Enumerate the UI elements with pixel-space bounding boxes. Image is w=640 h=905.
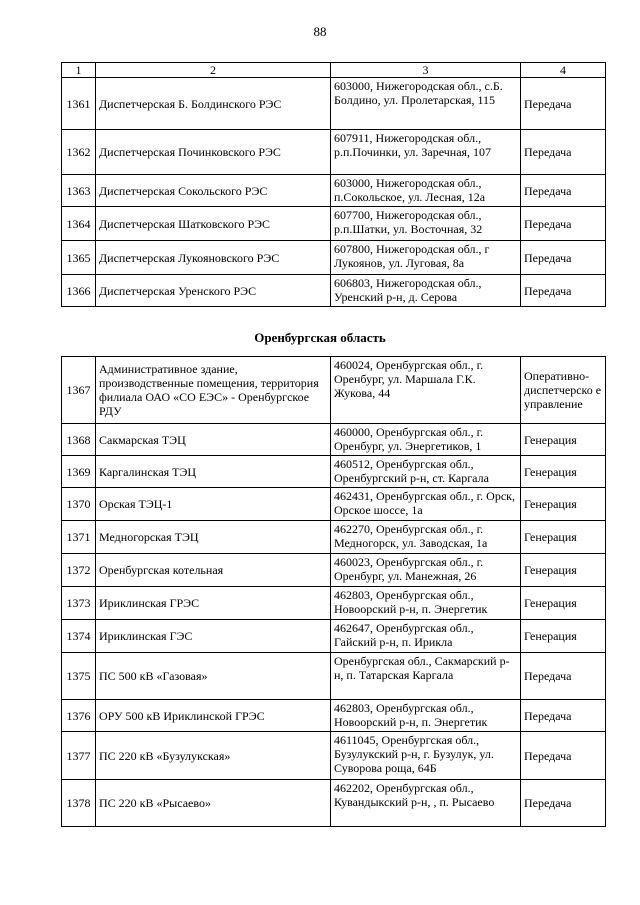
table-row xyxy=(62,488,606,521)
facility-name: ПС 500 кВ «Газовая» xyxy=(96,653,331,700)
row-number: 1378 xyxy=(62,780,96,827)
facility-name: Каргалинская ТЭЦ xyxy=(96,456,331,488)
row-number: 1364 xyxy=(62,207,96,241)
row-number: 1366 xyxy=(62,275,96,307)
table-header-row xyxy=(62,63,606,78)
table-row xyxy=(62,587,606,620)
table-row xyxy=(62,424,606,456)
table-row xyxy=(62,241,606,275)
column-header: 2 xyxy=(96,63,331,78)
facility-name: Ириклинская ГЭС xyxy=(96,620,331,653)
activity-type: Генерация xyxy=(521,521,606,554)
column-header: 1 xyxy=(62,63,96,78)
column-header: 4 xyxy=(521,63,606,78)
table-row xyxy=(62,357,606,424)
table-row xyxy=(62,554,606,587)
facility-name: Медногорская ТЭЦ xyxy=(96,521,331,554)
facility-address: 460024, Оренбургская обл., г. Оренбург, ул. Маршала Г.К. Жукова, 44 xyxy=(331,357,521,424)
facility-address: 607911, Нижегородская обл., р.п.Починки, ул. Заречная, 107 xyxy=(331,130,521,175)
facilities-table-orenburg xyxy=(61,356,606,827)
facility-address: 607800, Нижегородская обл., г Лукоянов, ул. Луговая, 8а xyxy=(331,241,521,275)
row-number: 1367 xyxy=(62,357,96,424)
activity-type: Передача xyxy=(521,130,606,175)
activity-type: Передача xyxy=(521,732,606,780)
activity-type: Генерация xyxy=(521,620,606,653)
activity-type: Генерация xyxy=(521,424,606,456)
table-row xyxy=(62,175,606,207)
table-row xyxy=(62,620,606,653)
facility-address: 460512, Оренбургская обл., Оренбургский р-н, ст. Каргала xyxy=(331,456,521,488)
facilities-table-nizhny xyxy=(61,62,606,307)
table-row xyxy=(62,130,606,175)
activity-type: Передача xyxy=(521,653,606,700)
section-title: Оренбургская область xyxy=(254,330,386,345)
activity-type: Передача xyxy=(521,780,606,827)
activity-type: Генерация xyxy=(521,587,606,620)
row-number: 1376 xyxy=(62,700,96,732)
row-number: 1368 xyxy=(62,424,96,456)
table-row xyxy=(62,78,606,130)
facility-address: 4611045, Оренбургская обл., Бузулукский р-н, г. Бузулук, ул. Суворова роща, 64Б xyxy=(331,732,521,780)
row-number: 1374 xyxy=(62,620,96,653)
column-header: 3 xyxy=(331,63,521,78)
table-row xyxy=(62,275,606,307)
facility-address: 462803, Оренбургская обл., Новоорский р-н, п. Энергетик xyxy=(331,587,521,620)
row-number: 1372 xyxy=(62,554,96,587)
table-row xyxy=(62,207,606,241)
activity-type: Генерация xyxy=(521,456,606,488)
facility-name: ПС 220 кВ «Рысаево» xyxy=(96,780,331,827)
facility-address: 462270, Оренбургская обл., г. Медногорск, ул. Заводская, 1а xyxy=(331,521,521,554)
facility-name: Ириклинская ГРЭС xyxy=(96,587,331,620)
row-number: 1375 xyxy=(62,653,96,700)
table-row xyxy=(62,780,606,827)
table-row xyxy=(62,521,606,554)
facility-name: Административное здание, производственные помещения, территория филиала ОАО «СО ЕЭС» - Оренбургское РДУ xyxy=(96,357,331,424)
row-number: 1361 xyxy=(62,78,96,130)
facility-address: 462803, Оренбургская обл., Новоорский р-н, п. Энергетик xyxy=(331,700,521,732)
facility-address: 462202, Оренбургская обл., Кувандыкский р-н, , п. Рысаево xyxy=(331,780,521,827)
facility-address: 603000, Нижегородская обл., п.Сокольское, ул. Лесная, 12а xyxy=(331,175,521,207)
row-number: 1362 xyxy=(62,130,96,175)
activity-type: Передача xyxy=(521,241,606,275)
facility-name: Орская ТЭЦ-1 xyxy=(96,488,331,521)
row-number: 1373 xyxy=(62,587,96,620)
facility-address: 607700, Нижегородская обл., р.п.Шатки, ул. Восточная, 32 xyxy=(331,207,521,241)
facility-name: Сакмарская ТЭЦ xyxy=(96,424,331,456)
row-number: 1365 xyxy=(62,241,96,275)
row-number: 1370 xyxy=(62,488,96,521)
facility-name: ПС 220 кВ «Бузулукская» xyxy=(96,732,331,780)
facility-address: 462431, Оренбургская обл., г. Орск, Орское шоссе, 1а xyxy=(331,488,521,521)
facility-name: Диспетчерская Б. Болдинского РЭС xyxy=(96,78,331,130)
facility-name: Диспетчерская Починковского РЭС xyxy=(96,130,331,175)
activity-type: Передача xyxy=(521,700,606,732)
facility-name: Оренбургская котельная xyxy=(96,554,331,587)
row-number: 1363 xyxy=(62,175,96,207)
page-number: 88 xyxy=(313,24,327,39)
facility-name: Диспетчерская Уренского РЭС xyxy=(96,275,331,307)
table-row xyxy=(62,456,606,488)
facility-name: ОРУ 500 кВ Ириклинской ГРЭС xyxy=(96,700,331,732)
facility-address: 462647, Оренбургская обл., Гайский р-н, п. Ирикла xyxy=(331,620,521,653)
facility-name: Диспетчерская Сокольского РЭС xyxy=(96,175,331,207)
facility-address: 460023, Оренбургская обл., г. Оренбург, ул. Манежная, 26 xyxy=(331,554,521,587)
activity-type: Генерация xyxy=(521,488,606,521)
activity-type: Передача xyxy=(521,207,606,241)
row-number: 1371 xyxy=(62,521,96,554)
facility-address: Оренбургская обл., Сакмарский р-н, п. Татарская Каргала xyxy=(331,653,521,700)
activity-type: Генерация xyxy=(521,554,606,587)
row-number: 1377 xyxy=(62,732,96,780)
activity-type: Передача xyxy=(521,78,606,130)
facility-address: 603000, Нижегородская обл., с.Б. Болдино, ул. Пролетарская, 115 xyxy=(331,78,521,130)
table-row xyxy=(62,700,606,732)
activity-type: Оперативно-диспетчерско е управление xyxy=(521,357,606,424)
facility-address: 606803, Нижегородская обл., Уренский р-н, д. Серова xyxy=(331,275,521,307)
activity-type: Передача xyxy=(521,275,606,307)
activity-type: Передача xyxy=(521,175,606,207)
facility-address: 460000, Оренбургская обл., г. Оренбург, ул. Энергетиков, 1 xyxy=(331,424,521,456)
table-row xyxy=(62,653,606,700)
facility-name: Диспетчерская Шатковского РЭС xyxy=(96,207,331,241)
table-row xyxy=(62,732,606,780)
facility-name: Диспетчерская Лукояновского РЭС xyxy=(96,241,331,275)
row-number: 1369 xyxy=(62,456,96,488)
